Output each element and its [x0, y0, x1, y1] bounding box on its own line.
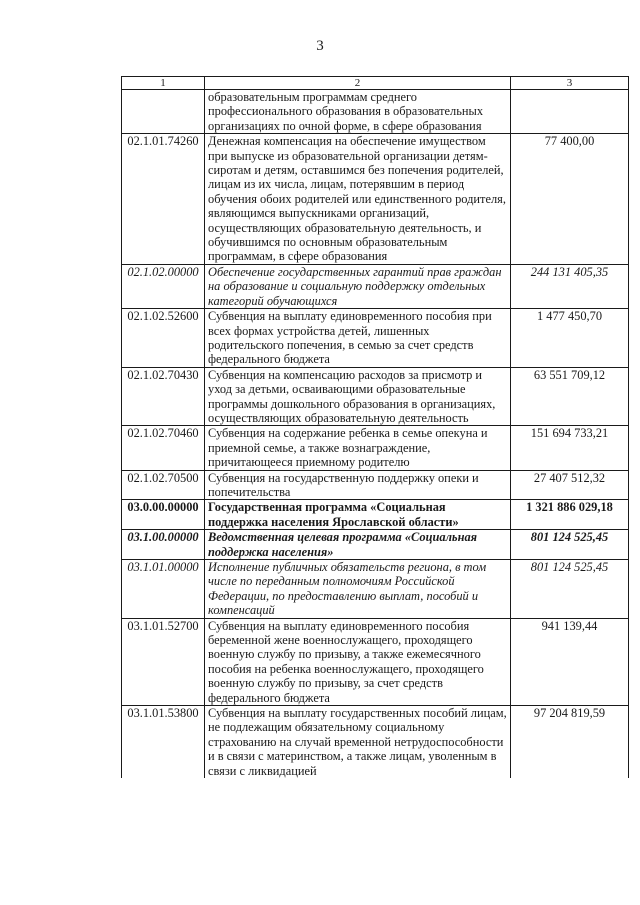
- row-amount: 1 477 450,70: [511, 309, 629, 368]
- table-header-row: [122, 77, 629, 90]
- row-code: 03.1.01.00000: [122, 560, 205, 619]
- table-row: [122, 500, 629, 530]
- table-row: [122, 309, 629, 368]
- row-amount: 941 139,44: [511, 618, 629, 705]
- page-number: 3: [316, 38, 324, 54]
- budget-table: [121, 76, 629, 778]
- row-code: 02.1.02.52600: [122, 309, 205, 368]
- row-name: Субвенция на выплату единовременного пособия беременной жене военнослужащего, проходящего военную службу по призыву, а также ежемесячного пособия на ребенка военнослужащего, проходящего военную службу по призыву, за счет средств федерального бюджета: [205, 618, 511, 705]
- row-code: 03.1.00.00000: [122, 530, 205, 560]
- row-amount: 97 204 819,59: [511, 706, 629, 779]
- row-name: Обеспечение государственных гарантий прав граждан на образование и социальную поддержку отдельных категорий обучающихся: [205, 264, 511, 308]
- row-amount: 151 694 733,21: [511, 426, 629, 470]
- table-row: [122, 426, 629, 470]
- row-code: 03.1.01.52700: [122, 618, 205, 705]
- row-code: 02.1.02.70500: [122, 470, 205, 500]
- row-code: 02.1.02.70460: [122, 426, 205, 470]
- table-row: [122, 134, 629, 265]
- row-code: [122, 90, 205, 134]
- row-amount: 27 407 512,32: [511, 470, 629, 500]
- column-header-name: 2: [205, 77, 511, 90]
- column-header-amount: 3: [511, 77, 629, 90]
- row-name: Денежная компенсация на обеспечение имуществом при выпуске из образовательной организации детям-сиротам и детям, оставшимся без попечения родителей, лицам из их числа, лицам, потерявшим в период обучения обоих родителей или единственного родителя, являющимся выпускниками организаций, осуществляющих образовательную деятельность, и обучившимся по основным образовательным программам, в сфере образования: [205, 134, 511, 265]
- row-amount: 801 124 525,45: [511, 530, 629, 560]
- row-name: образовательным программам среднего профессионального образования в образовательных организациях по очной форме, в сфере образования: [205, 90, 511, 134]
- row-code: 03.0.00.00000: [122, 500, 205, 530]
- row-amount: 1 321 886 029,18: [511, 500, 629, 530]
- table-row: [122, 367, 629, 426]
- table-row: [122, 264, 629, 308]
- row-amount: 77 400,00: [511, 134, 629, 265]
- row-name: Ведомственная целевая программа «Социальная поддержка населения»: [205, 530, 511, 560]
- row-name: Субвенция на компенсацию расходов за присмотр и уход за детьми, осваивающими образовательные программы дошкольного образования в организациях, осуществляющих образовательную деятельность: [205, 367, 511, 426]
- column-header-code: 1: [122, 77, 205, 90]
- row-amount: 244 131 405,35: [511, 264, 629, 308]
- table-row: [122, 90, 629, 134]
- row-amount: 63 551 709,12: [511, 367, 629, 426]
- table-row: [122, 470, 629, 500]
- row-amount: 801 124 525,45: [511, 560, 629, 619]
- row-name: Субвенция на содержание ребенка в семье опекуна и приемной семье, а также вознаграждение, причитающееся приемному родителю: [205, 426, 511, 470]
- row-code: 03.1.01.53800: [122, 706, 205, 779]
- row-code: 02.1.02.70430: [122, 367, 205, 426]
- row-name: Субвенция на выплату государственных пособий лицам, не подлежащим обязательному социальному страхованию на случай временной нетрудоспособности и в связи с материнством, а также лицам, уволенным в связи с ликвидацией: [205, 706, 511, 779]
- table-row: [122, 706, 629, 779]
- row-name: Субвенция на выплату единовременного пособия при всех формах устройства детей, лишенных родительского попечения, в семью за счет средств федерального бюджета: [205, 309, 511, 368]
- row-name: Государственная программа «Социальная поддержка населения Ярославской области»: [205, 500, 511, 530]
- row-code: 02.1.02.00000: [122, 264, 205, 308]
- table-row: [122, 560, 629, 619]
- row-amount: [511, 90, 629, 134]
- row-name: Субвенция на государственную поддержку опеки и попечительства: [205, 470, 511, 500]
- row-name: Исполнение публичных обязательств региона, в том числе по переданным полномочиям Российской Федерации, по предоставлению выплат, пособий и компенсаций: [205, 560, 511, 619]
- row-code: 02.1.01.74260: [122, 134, 205, 265]
- table-row: [122, 618, 629, 705]
- table-row: [122, 530, 629, 560]
